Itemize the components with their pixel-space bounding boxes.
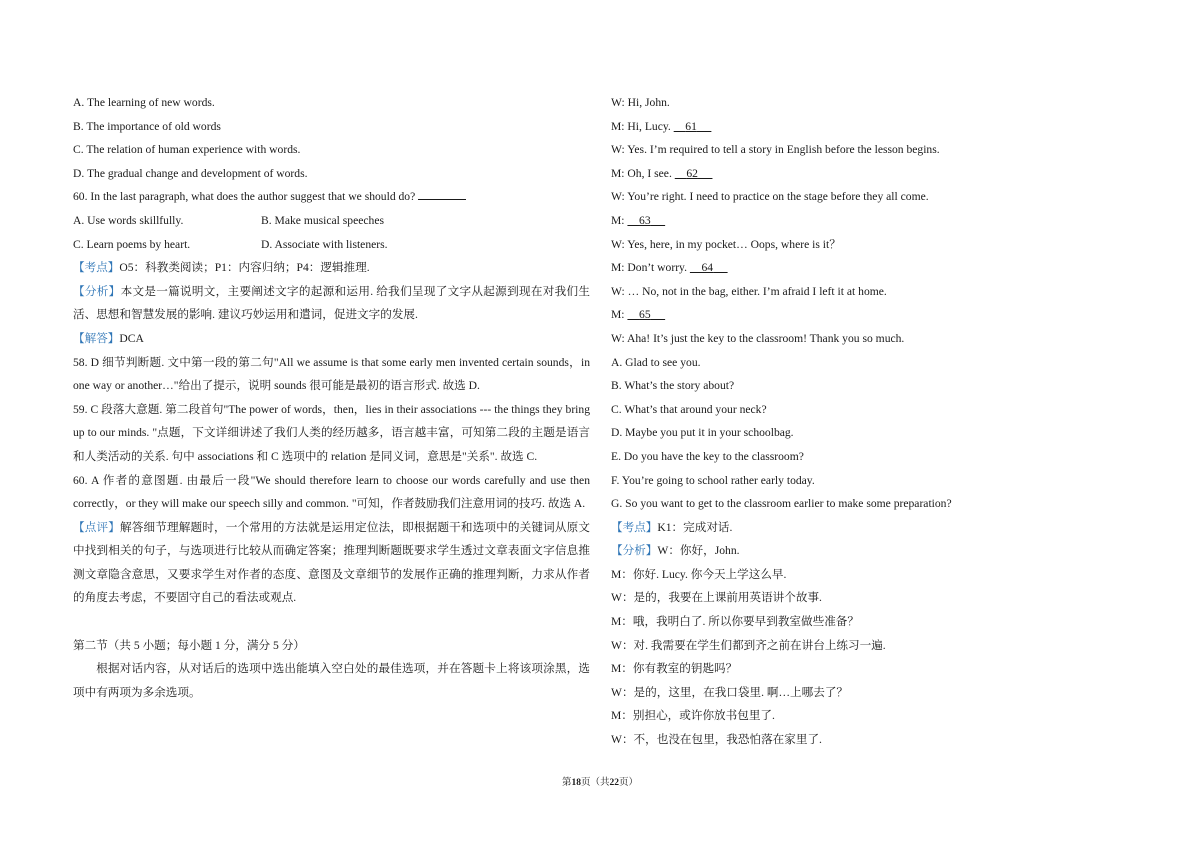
option-line: B. The importance of old words xyxy=(73,119,221,133)
answer-option: B. What’s the story about? xyxy=(611,379,735,393)
answer-blank xyxy=(418,199,466,200)
dialogue-text: M: xyxy=(611,308,628,322)
answer-option: D. Maybe you put it in your schoolbag. xyxy=(611,426,794,440)
translation-line: M：别担心，或许你放书包里了. xyxy=(611,709,775,723)
blank-number: 64 xyxy=(701,261,714,275)
jieda-line xyxy=(73,327,590,351)
dialogue-line xyxy=(611,115,1128,139)
translation-line: M：你有教室的钥匙吗？ xyxy=(611,662,738,676)
section-instructions: 根据对话内容，从对话后的选项中选出能填入空白处的最佳选项，并在答题卡上将该项涂黑，选项中有两项为多余选项。 xyxy=(73,662,590,699)
dialogue-text: M: Oh, I see. xyxy=(611,166,675,180)
dialogue-text: M: xyxy=(611,213,628,227)
jieda-tag: 【解答】 xyxy=(73,331,120,345)
blank-number: 61 xyxy=(685,119,697,133)
fenxi-text: 本文是一篇说明文，主要阐述文字的起源和运用. 给我们呈现了文字从起源到现在对我们生活、思想和智慧发展的影响. 建议巧妙运用和遣词，促进文字的发展. xyxy=(73,284,590,322)
blank-62 xyxy=(675,162,730,186)
dianping-paragraph xyxy=(73,516,590,610)
dialogue-text: W: Aha! It’s just the key to the classroom! Thank you so much. xyxy=(611,331,905,345)
blank-number: 62 xyxy=(686,166,698,180)
blank-61 xyxy=(674,115,729,139)
kaodian-line xyxy=(611,516,1128,540)
footer-middle: 页（共 xyxy=(580,778,610,788)
explanation-58: 58. D 细节判断题. 文中第一段的第二句"All we assume is that some early men invented certain sounds，in one way or another…"给出了提示，说明 sounds 很可能是最初的语言形式. 故选 D. xyxy=(73,355,590,393)
answer-option: G. So you want to get to the classroom earlier to make some preparation? xyxy=(611,497,952,511)
explanation-60: 60. A 作者的意图题. 由最后一段"We should therefore learn to choose our words carefully and use then correctly，or they will make our speech silly and common. "可知，作者鼓励我们注意用词的技巧. 故选 A. xyxy=(73,473,590,511)
footer-prefix: 第 xyxy=(561,778,572,788)
kaodian-tag: 【考点】 xyxy=(611,520,658,534)
left-column xyxy=(73,91,590,704)
total-pages: 22 xyxy=(609,778,619,788)
q60-options-row-2 xyxy=(73,233,590,257)
dianping-text: 解答细节理解题时，一个常用的方法就是运用定位法，即根据题干和选项中的关键词从原文中找到相关的句子，与选项进行比较从而确定答案；推理判断题既要求学生透过文章表面文字信息推测文章隐含意思，又要求学生对作者的态度、意图及文章细节的发展作正确的推理判断，力求从作者的角度去考虑，不要固守自己的看法或观点. xyxy=(73,520,590,605)
dialogue-text: W: … No, not in the bag, either. I’m afraid I left it at home. xyxy=(611,284,887,298)
spacer xyxy=(73,610,590,634)
q60-option-a: A. Use words skillfully. xyxy=(73,213,184,227)
blank-number: 63 xyxy=(639,213,651,227)
answer-option: E. Do you have the key to the classroom? xyxy=(611,449,804,463)
jieda-text: DCA xyxy=(119,331,144,345)
fenxi-text: W：你好，John. xyxy=(657,544,740,558)
dianping-tag: 【点评】 xyxy=(73,520,121,534)
dialogue-line xyxy=(611,256,1128,280)
dialogue-line xyxy=(611,280,1128,304)
option-line: C. The relation of human experience with words. xyxy=(73,143,301,157)
blank-64 xyxy=(690,256,745,280)
q60-option-c: C. Learn poems by heart. xyxy=(73,237,191,251)
question-60-stem: 60. In the last paragraph, what does the author suggest that we should do? xyxy=(73,190,416,204)
explanation-59: 59. C 段落大意题. 第二段首句"The power of words，then，lies in their associations --- the things they bring up to our minds. "点题，下文详细讲述了我们人类的经历越多，语言越丰富，可知第二段的主题是语言和人类活动的关系. 句中 associations 和 C 选项中的 relation 是同义词，意思是"关系". 故选 C. xyxy=(73,402,590,463)
dialogue-line xyxy=(611,185,1128,209)
fenxi-tag: 【分析】 xyxy=(73,284,121,298)
translation-line: M：哦，我明白了. 所以你要早到教室做些准备？ xyxy=(611,615,859,629)
dialogue-text: W: Yes, here, in my pocket… Oops, where is it？ xyxy=(611,237,841,251)
answer-option: F. You’re going to school rather early today. xyxy=(611,473,815,487)
dialogue-text: W: You’re right. I need to practice on the stage before they all come. xyxy=(611,190,929,204)
q60-option-d: D. Associate with listeners. xyxy=(261,237,388,251)
dialogue-line xyxy=(611,303,1128,327)
dialogue-line xyxy=(611,91,1128,115)
blank-63 xyxy=(627,209,682,233)
footer-suffix: 页） xyxy=(619,778,639,788)
translation-line: W：是的，这里，在我口袋里. 啊…上哪去了？ xyxy=(611,685,849,699)
fenxi-tag: 【分析】 xyxy=(611,544,658,558)
dialogue-line xyxy=(611,233,1128,257)
kaodian-text: K1：完成对话. xyxy=(657,520,733,534)
option-line: A. The learning of new words. xyxy=(73,96,215,109)
dialogue-text: W: Hi, John. xyxy=(611,96,670,109)
answer-option: C. What’s that around your neck? xyxy=(611,402,767,416)
dialogue-line xyxy=(611,327,1128,351)
kaodian-tag: 【考点】 xyxy=(73,261,120,275)
q60-options-row-1 xyxy=(73,209,590,233)
right-column xyxy=(611,91,1128,752)
q60-option-b: B. Make musical speeches xyxy=(261,213,384,227)
answer-option: A. Glad to see you. xyxy=(611,355,701,369)
dialogue-line xyxy=(611,138,1128,162)
page-footer xyxy=(0,774,1200,788)
fenxi-paragraph xyxy=(73,280,590,327)
translation-line: W：是的，我要在上课前用英语讲个故事. xyxy=(611,591,822,605)
kaodian-text: O5：科教类阅读；P1：内容归纳；P4：逻辑推理. xyxy=(119,261,370,275)
dialogue-text: M: Hi, Lucy. xyxy=(611,119,674,133)
dialogue-line xyxy=(611,209,1128,233)
kaodian-line xyxy=(73,256,590,280)
translation-line: M：你好. Lucy. 你今天上学这么早. xyxy=(611,567,787,581)
dialogue-text: W: Yes. I’m required to tell a story in English before the lesson begins. xyxy=(611,143,940,157)
question-60 xyxy=(73,185,590,209)
fenxi-line xyxy=(611,539,1128,563)
translation-line: W：不，也没在包里，我恐怕落在家里了. xyxy=(611,733,822,747)
dialogue-text: M: Don’t worry. xyxy=(611,261,690,275)
dialogue-line xyxy=(611,162,1128,186)
section-title: 第二节（共 5 小题；每小题 1 分，满分 5 分） xyxy=(73,638,305,652)
page-number: 18 xyxy=(571,778,581,788)
blank-65 xyxy=(627,303,682,327)
blank-number: 65 xyxy=(639,308,651,322)
translation-line: W：对. 我需要在学生们都到齐之前在讲台上练习一遍. xyxy=(611,638,886,652)
option-line: D. The gradual change and development of words. xyxy=(73,166,308,180)
